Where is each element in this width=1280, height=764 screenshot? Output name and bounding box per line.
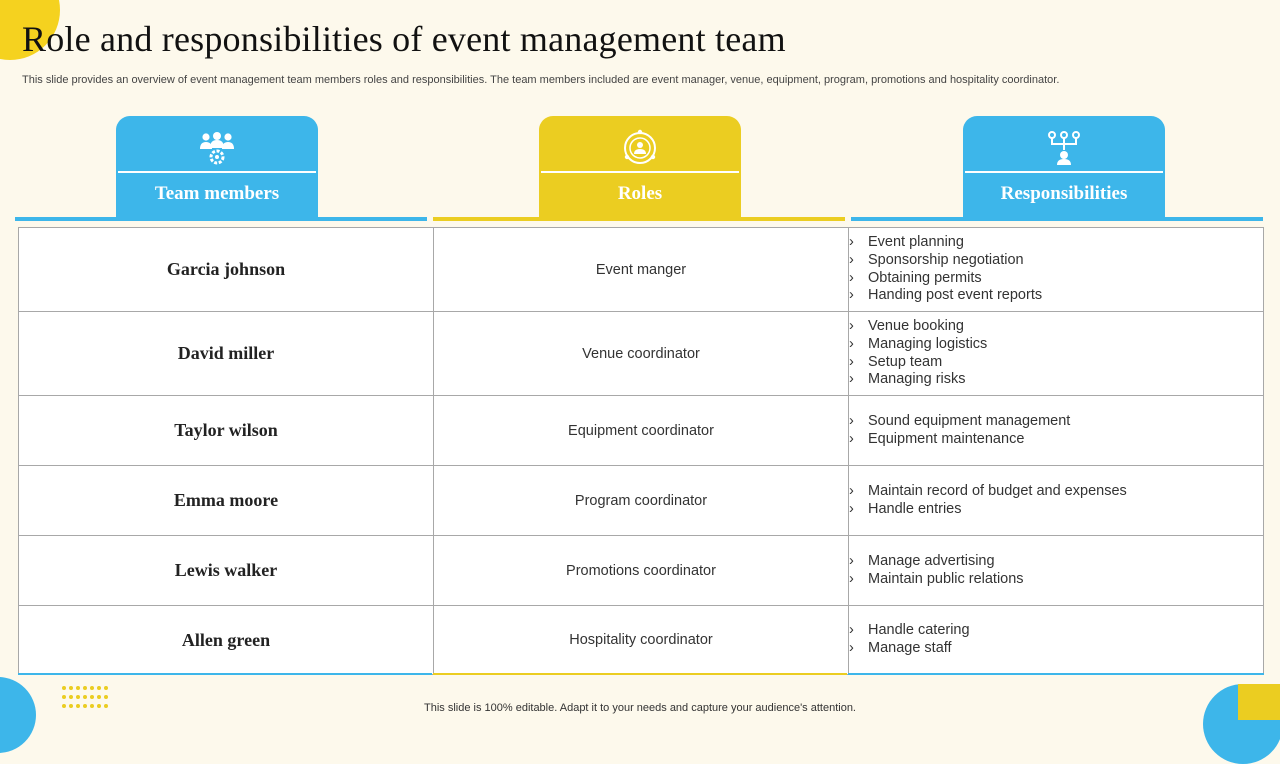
responsibility-item (849, 413, 1263, 431)
decorative-dot (69, 686, 73, 690)
header-label: Roles (617, 183, 663, 204)
decorative-dot (90, 686, 94, 690)
responsibility-list (849, 622, 1263, 657)
chevron-right-icon: › (849, 269, 854, 286)
chevron-right-icon: › (849, 371, 854, 388)
header-team-members (116, 116, 318, 218)
chevron-right-icon: › (849, 640, 854, 656)
responsibility-text: Event planning (868, 234, 964, 251)
header-label: Team members (154, 183, 280, 204)
member-name: Emma moore (19, 466, 434, 536)
chevron-right-icon: › (849, 353, 854, 370)
target-person-icon (539, 128, 741, 168)
responsibility-text: Maintain public relations (868, 570, 1024, 587)
chevron-right-icon: › (849, 570, 854, 587)
responsibility-cell (849, 228, 1264, 312)
table-row (19, 536, 1264, 606)
header-responsibilities (963, 116, 1165, 218)
responsibility-text: Manage staff (868, 640, 952, 656)
decorative-dot (62, 695, 66, 699)
chevron-right-icon: › (849, 622, 854, 639)
decorative-dot (83, 695, 87, 699)
responsibility-item (849, 483, 1263, 501)
responsibility-text: Sponsorship negotiation (868, 251, 1024, 268)
chevron-right-icon: › (849, 482, 854, 499)
responsibility-item (849, 553, 1263, 571)
role-name: Hospitality coordinator (434, 606, 849, 675)
responsibility-item (849, 318, 1263, 336)
responsibility-text: Venue booking (868, 318, 964, 335)
responsibilities-table (18, 227, 1264, 675)
table-row (19, 312, 1264, 396)
role-name: Promotions coordinator (434, 536, 849, 606)
responsibility-text: Handing post event reports (868, 287, 1043, 304)
team-gear-icon (116, 128, 318, 168)
chevron-right-icon: › (849, 318, 854, 335)
chevron-right-icon: › (849, 430, 854, 447)
responsibility-text: Manage advertising (868, 552, 995, 569)
header-bar-roles (433, 217, 845, 221)
decorative-dot (76, 695, 80, 699)
responsibility-text: Maintain record of budget and expenses (868, 482, 1127, 499)
decorative-dot (62, 686, 66, 690)
responsibility-item (849, 336, 1263, 354)
decorative-dot (104, 686, 108, 690)
decorative-corner-circle (0, 677, 36, 753)
role-name: Equipment coordinator (434, 396, 849, 466)
decorative-dot (97, 695, 101, 699)
responsibility-text: Handle entries (868, 500, 962, 517)
decorative-dot (104, 695, 108, 699)
responsibility-text: Obtaining permits (868, 269, 982, 286)
role-name: Event manger (434, 228, 849, 312)
table-row (19, 228, 1264, 312)
responsibility-item (849, 371, 1263, 389)
hierarchy-icon (963, 128, 1165, 168)
responsibility-cell (849, 606, 1264, 675)
decorative-dot (76, 686, 80, 690)
member-name: Lewis walker (19, 536, 434, 606)
header-bar-team-members (15, 217, 427, 221)
header-bar-responsibilities (851, 217, 1263, 221)
responsibility-text: Equipment maintenance (868, 430, 1025, 447)
member-name: Taylor wilson (19, 396, 434, 466)
chevron-right-icon: › (849, 287, 854, 304)
responsibility-list (849, 413, 1263, 448)
responsibility-item (849, 270, 1263, 288)
table-row (19, 606, 1264, 675)
responsibility-text: Handle catering (868, 622, 970, 639)
responsibility-text: Managing logistics (868, 335, 988, 352)
page-title: Role and responsibilities of event management team (22, 19, 786, 59)
chevron-right-icon: › (849, 234, 854, 251)
chevron-right-icon: › (849, 412, 854, 429)
decorative-dot (69, 695, 73, 699)
table-row (19, 396, 1264, 466)
decorative-dot (97, 686, 101, 690)
responsibility-cell (849, 536, 1264, 606)
responsibility-item (849, 640, 1263, 658)
responsibility-list (849, 234, 1263, 304)
header-label: Responsibilities (1000, 183, 1128, 204)
member-name: Allen green (19, 606, 434, 675)
chevron-right-icon: › (849, 251, 854, 268)
responsibility-list (849, 483, 1263, 518)
responsibility-cell (849, 396, 1264, 466)
decorative-dot (83, 686, 87, 690)
responsibility-text: Setup team (868, 353, 943, 370)
responsibility-item (849, 354, 1263, 372)
responsibility-text: Sound equipment management (868, 412, 1071, 429)
page-subtitle: This slide provides an overview of event management team members roles and responsibilities. The team members included are event manager, venue, equipment, program, promotions and hospitality coordinator. (22, 74, 1060, 86)
footer-note: This slide is 100% editable. Adapt it to your needs and capture your audience's attention. (424, 702, 856, 714)
responsibility-list (849, 318, 1263, 388)
responsibility-list (849, 553, 1263, 588)
member-name: David miller (19, 312, 434, 396)
responsibility-item (849, 622, 1263, 640)
responsibility-cell (849, 466, 1264, 536)
chevron-right-icon: › (849, 335, 854, 352)
responsibility-text: Managing risks (868, 371, 966, 388)
member-name: Garcia johnson (19, 228, 434, 312)
header-roles (539, 116, 741, 218)
chevron-right-icon: › (849, 552, 854, 569)
responsibility-item (849, 287, 1263, 305)
responsibility-cell (849, 312, 1264, 396)
decorative-dot (90, 695, 94, 699)
responsibility-item (849, 501, 1263, 519)
responsibility-item (849, 252, 1263, 270)
role-name: Venue coordinator (434, 312, 849, 396)
responsibility-item (849, 571, 1263, 589)
responsibility-item (849, 431, 1263, 449)
role-name: Program coordinator (434, 466, 849, 536)
chevron-right-icon: › (849, 500, 854, 517)
table-row (19, 466, 1264, 536)
responsibility-item (849, 234, 1263, 252)
